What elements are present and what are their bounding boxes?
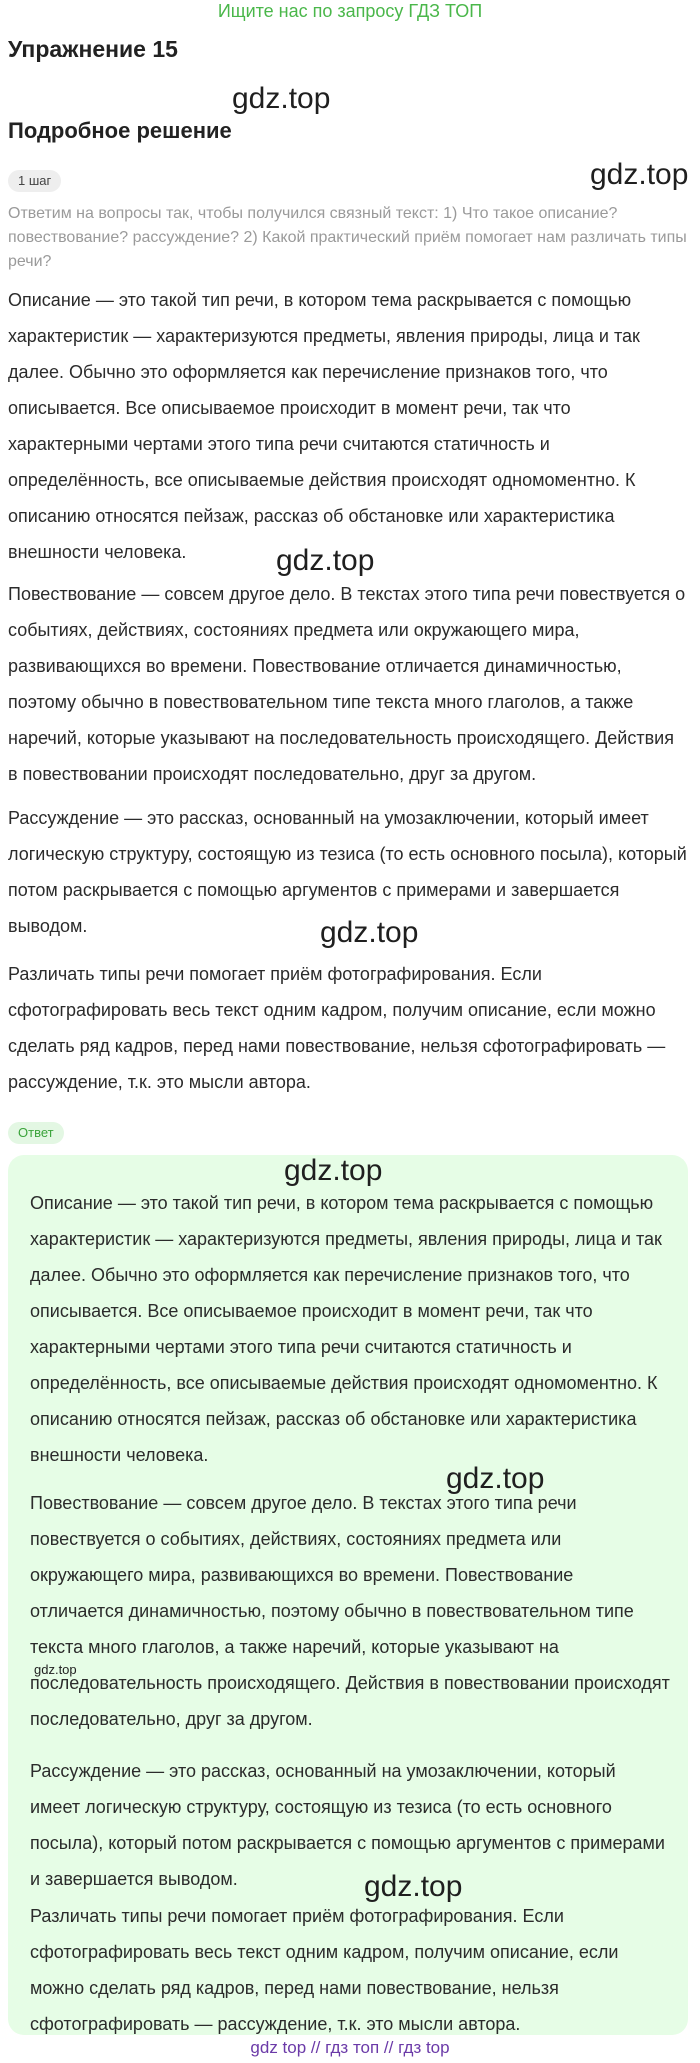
footer-links[interactable]: gdz top // гдз топ // гдз top [250, 2038, 450, 2057]
watermark: gdz.top [284, 1154, 383, 1187]
section-title: Подробное решение [8, 118, 232, 143]
solution-paragraph: Описание — это такой тип речи, в котором тема раскрывается с помощью характеристик — характеризуются предметы, явления природы, лица и так далее. Обычно это оформляется как перечисление признаков того, что описывается. Все описываемое происходит в момент речи, так что характерными чертами этого типа речи считаются статичность и определённость, все описываемые действия происходят одномоментно. К описанию относятся пейзаж, рассказ об обстановке или характеристика внешности человека. [8, 290, 640, 562]
page-title: Упражнение 15 [8, 36, 178, 62]
solution-paragraph: Повествование — совсем другое дело. В текстах этого типа речи повествуется о событиях, действиях, состояниях предмета или окружающего мира, развивающихся во времени. Повествование отличается динамичностью, поэтому обычно в повествовательном типе текста много глаголов, а также наречий, которые указывают на последовательность происходящего. Действия в повествовании происходят последовательно, друг за другом. [8, 584, 686, 784]
solution-paragraph: Различать типы речи помогает приём фотографирования. Если сфотографировать весь текст одним кадром, получим описание, если можно сделать ряд кадров, перед нами повествование, нельзя сфотографировать — рассуждение, т.к. это мысли автора. [8, 964, 666, 1092]
answer-paragraph: Описание — это такой тип речи, в котором тема раскрывается с помощью характеристик — характеризуются предметы, явления природы, лица и так далее. Обычно это оформляется как перечисление признаков того, что описывается. Все описываемое происходит в момент речи, так что характерными чертами этого типа речи считаются статичность и определённость, все описываемые действия происходят одномоментно. К описанию относятся пейзаж, рассказ об обстановке или характеристика внешности человека. [30, 1193, 662, 1465]
watermark: gdz.top [276, 544, 375, 577]
solution-paragraph: Рассуждение — это рассказ, основанный на умозаключении, который имеет логическую структуру, состоящую из тезиса (то есть основного посыла), который потом раскрывается с помощью аргументов с примерами и завершается выводом. [8, 808, 687, 936]
step-badge: 1 шаг [8, 170, 61, 192]
watermark: gdz.top [590, 158, 689, 191]
watermark: gdz.top [446, 1462, 545, 1495]
answer-paragraph: Повествование — совсем другое дело. В текстах этого типа речи повествуется о событиях, действиях, состояниях предмета или окружающего мира, развивающихся во времени. Повествование отличается динамичностью, поэтому обычно в повествовательном типе текста много глаголов, а также наречий, которые указывают на последовательность происходящего. Действия в повествовании происходят последовательно, друг за другом. [30, 1493, 670, 1729]
watermark: gdz.top [320, 916, 419, 949]
question-text: Ответим на вопросы так, чтобы получился связный текст: 1) Что такое описание? повествование? рассуждение? 2) Какой практический приём помогает нам различать типы речи? [8, 205, 687, 270]
watermark: gdz.top [232, 82, 331, 115]
answer-paragraph: Рассуждение — это рассказ, основанный на умозаключении, который имеет логическую структуру, состоящую из тезиса (то есть основного посыла), который потом раскрывается с помощью аргументов с примерами и завершается выводом. [30, 1761, 665, 1889]
answer-badge: Ответ [8, 1122, 64, 1144]
answer-paragraph: Различать типы речи помогает приём фотографирования. Если сфотографировать весь текст одним кадром, получим описание, если можно сделать ряд кадров, перед нами повествование, нельзя сфотографировать — рассуждение, т.к. это мысли автора. [30, 1906, 619, 2034]
watermark: gdz.top [34, 1662, 77, 1677]
watermark: gdz.top [364, 1870, 463, 1903]
search-hint-link[interactable]: Ищите нас по запросу ГДЗ ТОП [217, 1, 483, 21]
